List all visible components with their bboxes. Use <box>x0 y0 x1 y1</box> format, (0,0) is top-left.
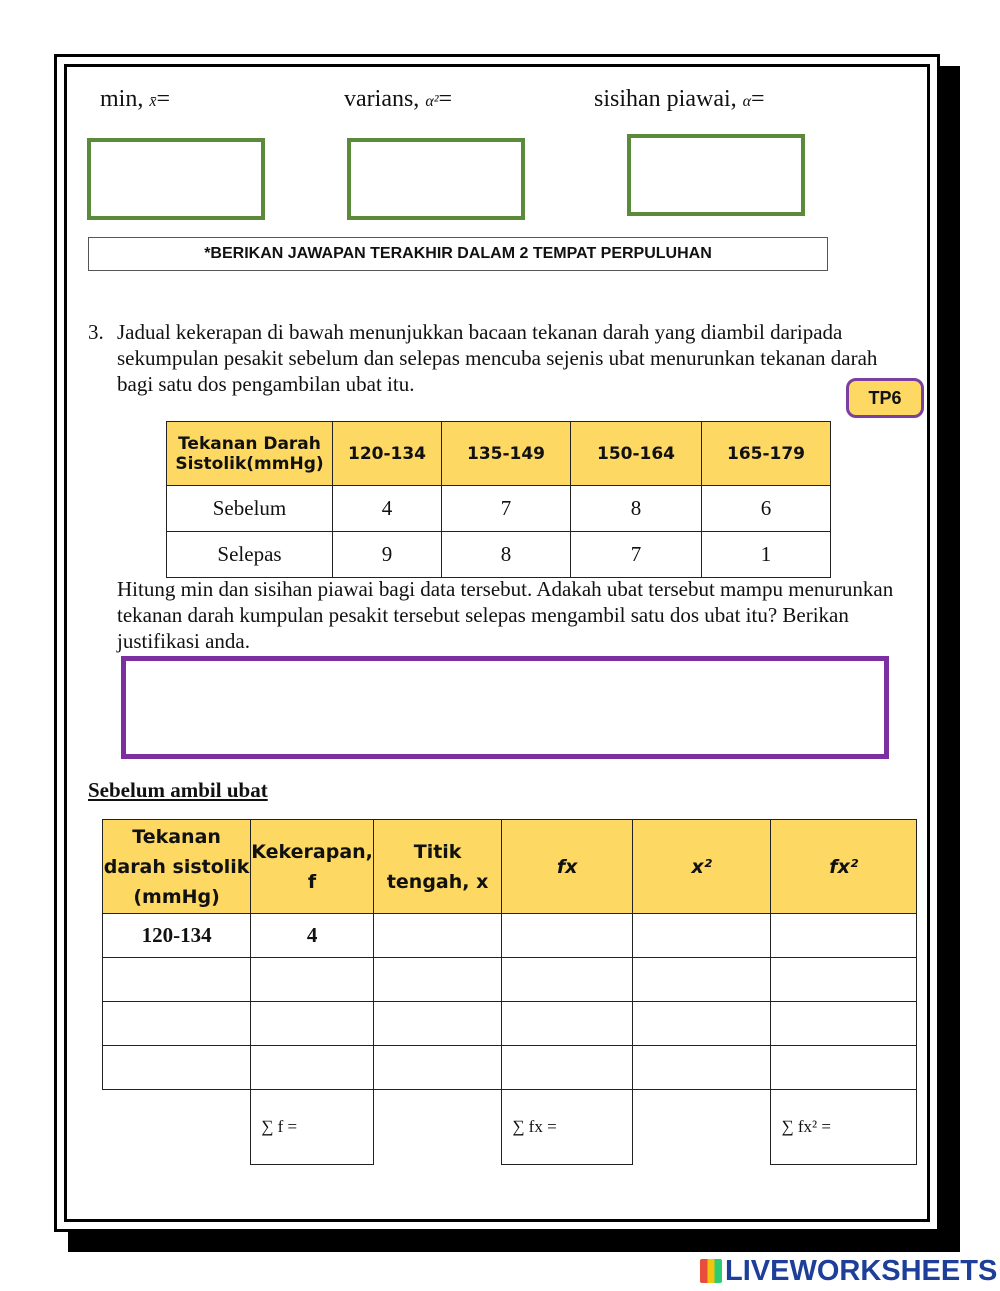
table-row <box>167 532 831 578</box>
mean-label: min, x̄= <box>100 86 170 112</box>
table-row <box>103 914 917 958</box>
blank-cell <box>373 1090 501 1165</box>
calculation-table <box>102 819 917 1165</box>
table-row <box>103 1002 917 1046</box>
input-cell[interactable] <box>771 914 917 958</box>
sum-row <box>103 1090 917 1165</box>
frequency-table <box>166 421 831 578</box>
input-cell[interactable] <box>771 1046 917 1090</box>
decimal-places-note: *BERIKAN JAWAPAN TERAKHIR DALAM 2 TEMPAT PERPULUHAN <box>88 237 828 271</box>
table-row <box>167 486 831 532</box>
frequency-cell: 4 <box>251 914 374 958</box>
section-heading: Sebelum ambil ubat <box>88 778 268 802</box>
table-cell: 8 <box>571 486 702 532</box>
input-cell[interactable] <box>502 1046 633 1090</box>
class-header: 135-149 <box>442 422 571 486</box>
row-label: Sebelum <box>167 486 333 532</box>
stddev-answer-box[interactable] <box>627 134 805 216</box>
class-header: 165-179 <box>702 422 831 486</box>
input-cell[interactable] <box>632 914 771 958</box>
justification-answer-box[interactable] <box>121 656 889 759</box>
table-cell: 6 <box>702 486 831 532</box>
input-cell[interactable] <box>373 1002 501 1046</box>
table-row <box>103 1046 917 1090</box>
col-header: fx² <box>771 820 917 914</box>
input-cell[interactable] <box>632 1002 771 1046</box>
variance-answer-box[interactable] <box>347 138 525 220</box>
input-cell[interactable] <box>502 914 633 958</box>
input-cell[interactable] <box>373 914 501 958</box>
input-cell[interactable] <box>502 1002 633 1046</box>
col-header: Kekerapan, f <box>251 820 374 914</box>
col-header: x² <box>632 820 771 914</box>
table-row <box>103 958 917 1002</box>
col-header: Tekanan darah sistolik (mmHg) <box>103 820 251 914</box>
table-cell: 9 <box>333 532 442 578</box>
stddev-label: sisihan piawai, α= <box>594 86 765 112</box>
input-cell[interactable] <box>771 958 917 1002</box>
input-cell[interactable] <box>103 958 251 1002</box>
input-cell[interactable] <box>373 1046 501 1090</box>
input-cell[interactable] <box>373 958 501 1002</box>
class-header: 120-134 <box>333 422 442 486</box>
mean-answer-box[interactable] <box>87 138 265 220</box>
input-cell[interactable] <box>103 1002 251 1046</box>
input-cell[interactable] <box>103 1046 251 1090</box>
blank-cell <box>103 1090 251 1165</box>
row-label: Selepas <box>167 532 333 578</box>
table-cell: 4 <box>333 486 442 532</box>
question-number: 3. <box>88 320 104 344</box>
table-cell: 8 <box>442 532 571 578</box>
input-cell[interactable] <box>251 1046 374 1090</box>
sum-fx-cell[interactable]: ∑ fx = <box>502 1090 633 1165</box>
class-header: 150-164 <box>571 422 702 486</box>
table-cell: 7 <box>571 532 702 578</box>
input-cell[interactable] <box>251 1002 374 1046</box>
input-cell[interactable] <box>632 1046 771 1090</box>
input-cell[interactable] <box>632 958 771 1002</box>
input-cell[interactable] <box>771 1002 917 1046</box>
liveworksheets-logo-icon <box>700 1259 722 1283</box>
liveworksheets-logo: LIVEWORKSHEETS <box>700 1255 997 1288</box>
input-cell[interactable] <box>251 958 374 1002</box>
col-header: fx <box>502 820 633 914</box>
follow-up-question: Hitung min dan sisihan piawai bagi data tersebut. Adakah ubat tersebut mampu menurunkan tekanan darah kumpulan pesakit tersebut selepas mengambil satu dos ubat itu? Berikan justifikasi anda. <box>117 577 894 653</box>
tp6-badge: TP6 <box>846 378 924 418</box>
sum-f-cell[interactable]: ∑ f = <box>251 1090 374 1165</box>
sum-fx2-cell[interactable]: ∑ fx² = <box>771 1090 917 1165</box>
table-cell: 1 <box>702 532 831 578</box>
blank-cell <box>632 1090 771 1165</box>
question-text: Jadual kekerapan di bawah menunjukkan bacaan tekanan darah yang diambil daripada sekumpulan pesakit sebelum dan selepas mencuba sejenis ubat menurunkan tekanan darah bagi satu dos pengambilan ubat itu. <box>117 320 878 396</box>
table-cell: 7 <box>442 486 571 532</box>
input-cell[interactable] <box>502 958 633 1002</box>
col-header: Titik tengah, x <box>373 820 501 914</box>
freq-header: Tekanan Darah Sistolik(mmHg) <box>167 422 333 486</box>
variance-label: varians, α²= <box>344 86 453 112</box>
class-cell: 120-134 <box>103 914 251 958</box>
